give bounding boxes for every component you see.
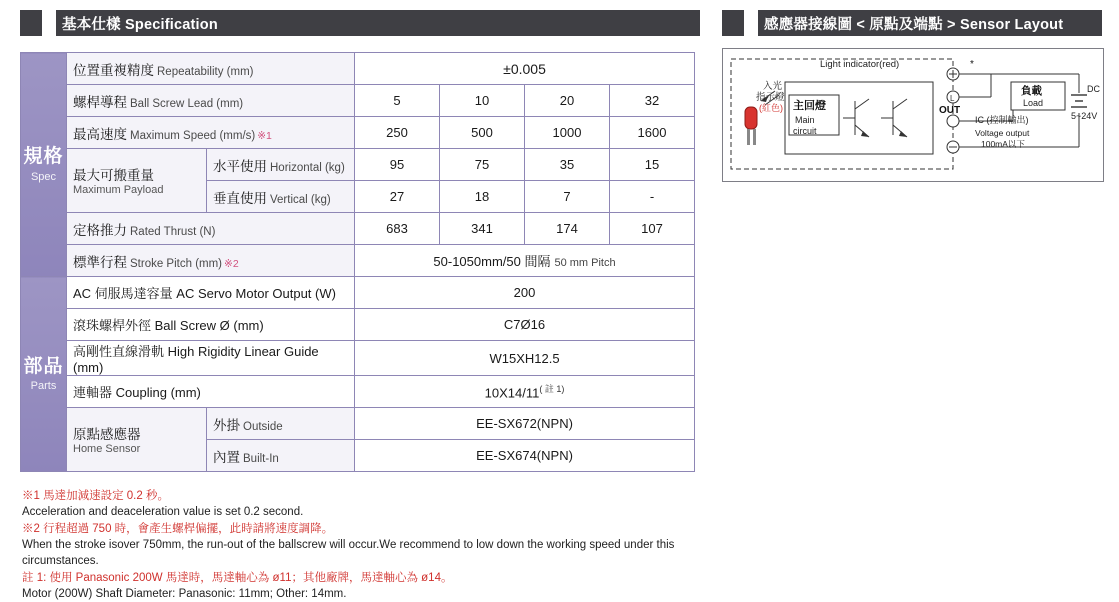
rated-thrust-cn: 定格推力: [73, 222, 127, 238]
row-label-vertical: [207, 181, 355, 213]
row-label-rated-thrust: [67, 213, 355, 245]
row-label-horizontal: [207, 149, 355, 181]
table-row: [21, 376, 695, 408]
horizontal-value-1: 95: [355, 149, 440, 181]
current-label: 100mA以下: [981, 139, 1025, 149]
main-circuit-en2-label: circuit: [793, 126, 817, 136]
vertical-value-3: 7: [525, 181, 610, 213]
ball-screw-lead-value-3: 20: [525, 85, 610, 117]
table-row: [21, 85, 695, 117]
header-accent-bar: [42, 10, 56, 36]
horizontal-value-4: 15: [610, 149, 695, 181]
group-parts-label-cn: 部品: [23, 355, 64, 377]
servo-output-en: AC Servo Motor Output (W): [176, 286, 336, 301]
out-label: OUT: [939, 105, 961, 116]
rated-thrust-value-1: 683: [355, 213, 440, 245]
ball-screw-lead-value-1: 5: [355, 85, 440, 117]
coupling-value: 10X14/11: [484, 385, 540, 401]
built-in-cn: 內置: [213, 449, 240, 465]
max-speed-value-2: 500: [440, 117, 525, 149]
ball-screw-lead-value-2: 10: [440, 85, 525, 117]
sensor-header-accent-bar: [744, 10, 758, 36]
load-en-label: Load: [1023, 98, 1044, 108]
main-circuit-cn-label: 主回燈: [793, 100, 826, 112]
footnotes: [22, 488, 712, 602]
built-in-value: EE-SX674(NPN): [355, 440, 695, 472]
coupling-value-cell: [355, 376, 695, 408]
terminal-plus-label: *: [970, 59, 974, 70]
horizontal-value-3: 35: [525, 149, 610, 181]
ball-screw-lead-value-4: 32: [610, 85, 695, 117]
dc-supply-symbol: [1071, 95, 1087, 107]
home-sensor-cn: 原點感應器: [73, 427, 141, 443]
sensor-layout-diagram: [722, 48, 1104, 182]
repeatability-en: Repeatability (mm): [157, 65, 254, 78]
max-speed-cn: 最高速度: [73, 126, 127, 142]
max-speed-value-3: 1000: [525, 117, 610, 149]
group-parts-label-en: Parts: [30, 380, 57, 393]
linear-guide-cn: 高剛性直線滑軌: [73, 344, 165, 359]
servo-output-cn: AC 伺服馬達容量: [73, 286, 173, 301]
ball-screw-dia-cn: 滾珠螺桿外徑: [73, 318, 152, 333]
in-light-cn2-label: 指示燈: [756, 92, 785, 103]
table-row: [21, 277, 695, 309]
outside-cn: 外掛: [213, 417, 240, 433]
footnote-2-en: When the stroke isover 750mm, the run-out of the ballscrew will occur.We recommend to low down the working speed under this circumstances.: [22, 538, 675, 568]
row-label-max-payload: [67, 149, 207, 213]
rated-thrust-value-4: 107: [610, 213, 695, 245]
row-label-max-speed: [67, 117, 355, 149]
horizontal-en: Horizontal (kg): [270, 161, 345, 174]
servo-output-value: 200: [355, 277, 695, 309]
specification-table: [20, 52, 695, 472]
outside-en: Outside: [243, 420, 283, 433]
row-label-ball-screw-dia: [67, 309, 355, 341]
stroke-pitch-cn: 標準行程: [73, 254, 127, 270]
group-parts-cell: [21, 277, 67, 472]
ball-screw-dia-en: Ball Screw Ø (mm): [154, 318, 264, 333]
built-in-en: Built-In: [243, 452, 279, 465]
row-label-built-in: [207, 440, 355, 472]
vertical-value-4: -: [610, 181, 695, 213]
footnote-2-cn: ※2 行程超過 750 時，會產生螺桿偏擺，此時請將速度調降。: [22, 522, 334, 535]
group-spec-label-en: Spec: [30, 170, 57, 183]
max-payload-cn: 最大可搬重量: [73, 168, 154, 184]
group-spec-label-cn: 規格: [23, 146, 64, 168]
outside-value: EE-SX672(NPN): [355, 408, 695, 440]
table-row: [21, 309, 695, 341]
table-row: [21, 245, 695, 277]
load-cn-label: 負載: [1021, 85, 1042, 97]
footnote-1-en: Acceleration and deaceleration value is set 0.2 second.: [22, 506, 304, 519]
table-row: [21, 149, 695, 181]
row-label-outside: [207, 408, 355, 440]
coupling-en: Coupling (mm): [115, 385, 201, 400]
vertical-en: Vertical (kg): [270, 193, 331, 206]
linear-guide-en: High Rigidity Linear Guide (mm): [73, 344, 319, 375]
max-speed-value-4: 1600: [610, 117, 695, 149]
spec-section-header: [20, 10, 700, 36]
light-indicator-label: Light indicator(red): [820, 59, 900, 70]
voltage-output-label: Voltage output: [975, 128, 1030, 138]
max-payload-en: Maximum Payload: [73, 184, 164, 197]
rated-thrust-value-3: 174: [525, 213, 610, 245]
transistor-symbols: [843, 99, 907, 137]
spec-header-title: 基本仕樣 Specification: [62, 16, 218, 33]
stroke-pitch-mark: ※2: [224, 257, 239, 270]
stroke-pitch-value: 50-1050mm/50 間隔: [433, 254, 551, 269]
max-speed-mark: ※1: [257, 129, 272, 142]
row-label-home-sensor: [67, 408, 207, 472]
in-light-color-label: (紅色): [759, 103, 783, 113]
rated-thrust-value-2: 341: [440, 213, 525, 245]
repeatability-cn: 位置重複精度: [73, 62, 154, 78]
horizontal-cn: 水平使用: [213, 158, 267, 174]
table-row: [21, 341, 695, 376]
group-spec-cell: [21, 53, 67, 277]
stroke-pitch-value-cell: [355, 245, 695, 277]
sensor-section-header: [722, 10, 1102, 36]
footnote-3-cn: 註 1: 使用 Panasonic 200W 馬達時，馬達軸心為 ø11；其他廠牌，馬達軸心為 ø14。: [22, 571, 453, 584]
specification-table-wrapper: [20, 52, 694, 472]
ball-screw-dia-value: C7Ø16: [355, 309, 695, 341]
table-row: [21, 408, 695, 440]
main-circuit-en1-label: Main: [795, 115, 815, 125]
table-row: [21, 53, 695, 85]
vertical-cn: 垂直使用: [213, 190, 267, 206]
stroke-pitch-note: 50 mm Pitch: [554, 257, 616, 269]
vertical-value-1: 27: [355, 181, 440, 213]
horizontal-value-2: 75: [440, 149, 525, 181]
sensor-header-left-pad: [722, 10, 744, 36]
rated-thrust-en: Rated Thrust (N): [130, 225, 216, 238]
terminal-l-label: L: [950, 94, 955, 103]
ic-label: IC (控制輸出): [975, 115, 1029, 125]
dc-label: DC: [1087, 84, 1100, 94]
table-row: [21, 117, 695, 149]
coupling-cn: 連軸器: [73, 385, 113, 400]
max-speed-value-1: 250: [355, 117, 440, 149]
row-label-servo-output: [67, 277, 355, 309]
coupling-note-sup: ( 註 1): [539, 384, 565, 395]
max-speed-en: Maximum Speed (mm/s): [130, 129, 256, 142]
ball-screw-lead-cn: 螺桿導程: [73, 94, 127, 110]
footnote-1-cn: ※1 馬達加減速設定 0.2 秒。: [22, 490, 169, 502]
repeatability-value: ±0.005: [355, 53, 695, 85]
in-light-cn-label: 入光: [763, 81, 783, 92]
row-label-linear-guide: [67, 341, 355, 376]
linear-guide-value: W15XH12.5: [355, 341, 695, 376]
sensor-header-title: 感應器接線圖 < 原點及端點 > Sensor Layout: [764, 16, 1064, 33]
vertical-value-2: 18: [440, 181, 525, 213]
row-label-repeatability: [67, 53, 355, 85]
ball-screw-lead-en: Ball Screw Lead (mm): [130, 97, 244, 110]
home-sensor-en: Home Sensor: [73, 443, 141, 456]
table-row: [21, 213, 695, 245]
dc-range-label: 5~24V: [1071, 111, 1098, 121]
sensor-body-outline: [731, 59, 953, 169]
stroke-pitch-en: Stroke Pitch (mm): [130, 257, 223, 270]
row-label-stroke-pitch: [67, 245, 355, 277]
row-label-ball-screw-lead: [67, 85, 355, 117]
header-left-pad: [20, 10, 42, 36]
row-label-coupling: [67, 376, 355, 408]
footnote-3-en: Motor (200W) Shaft Diameter: Panasonic: 11mm; Other: 14mm.: [22, 587, 347, 600]
